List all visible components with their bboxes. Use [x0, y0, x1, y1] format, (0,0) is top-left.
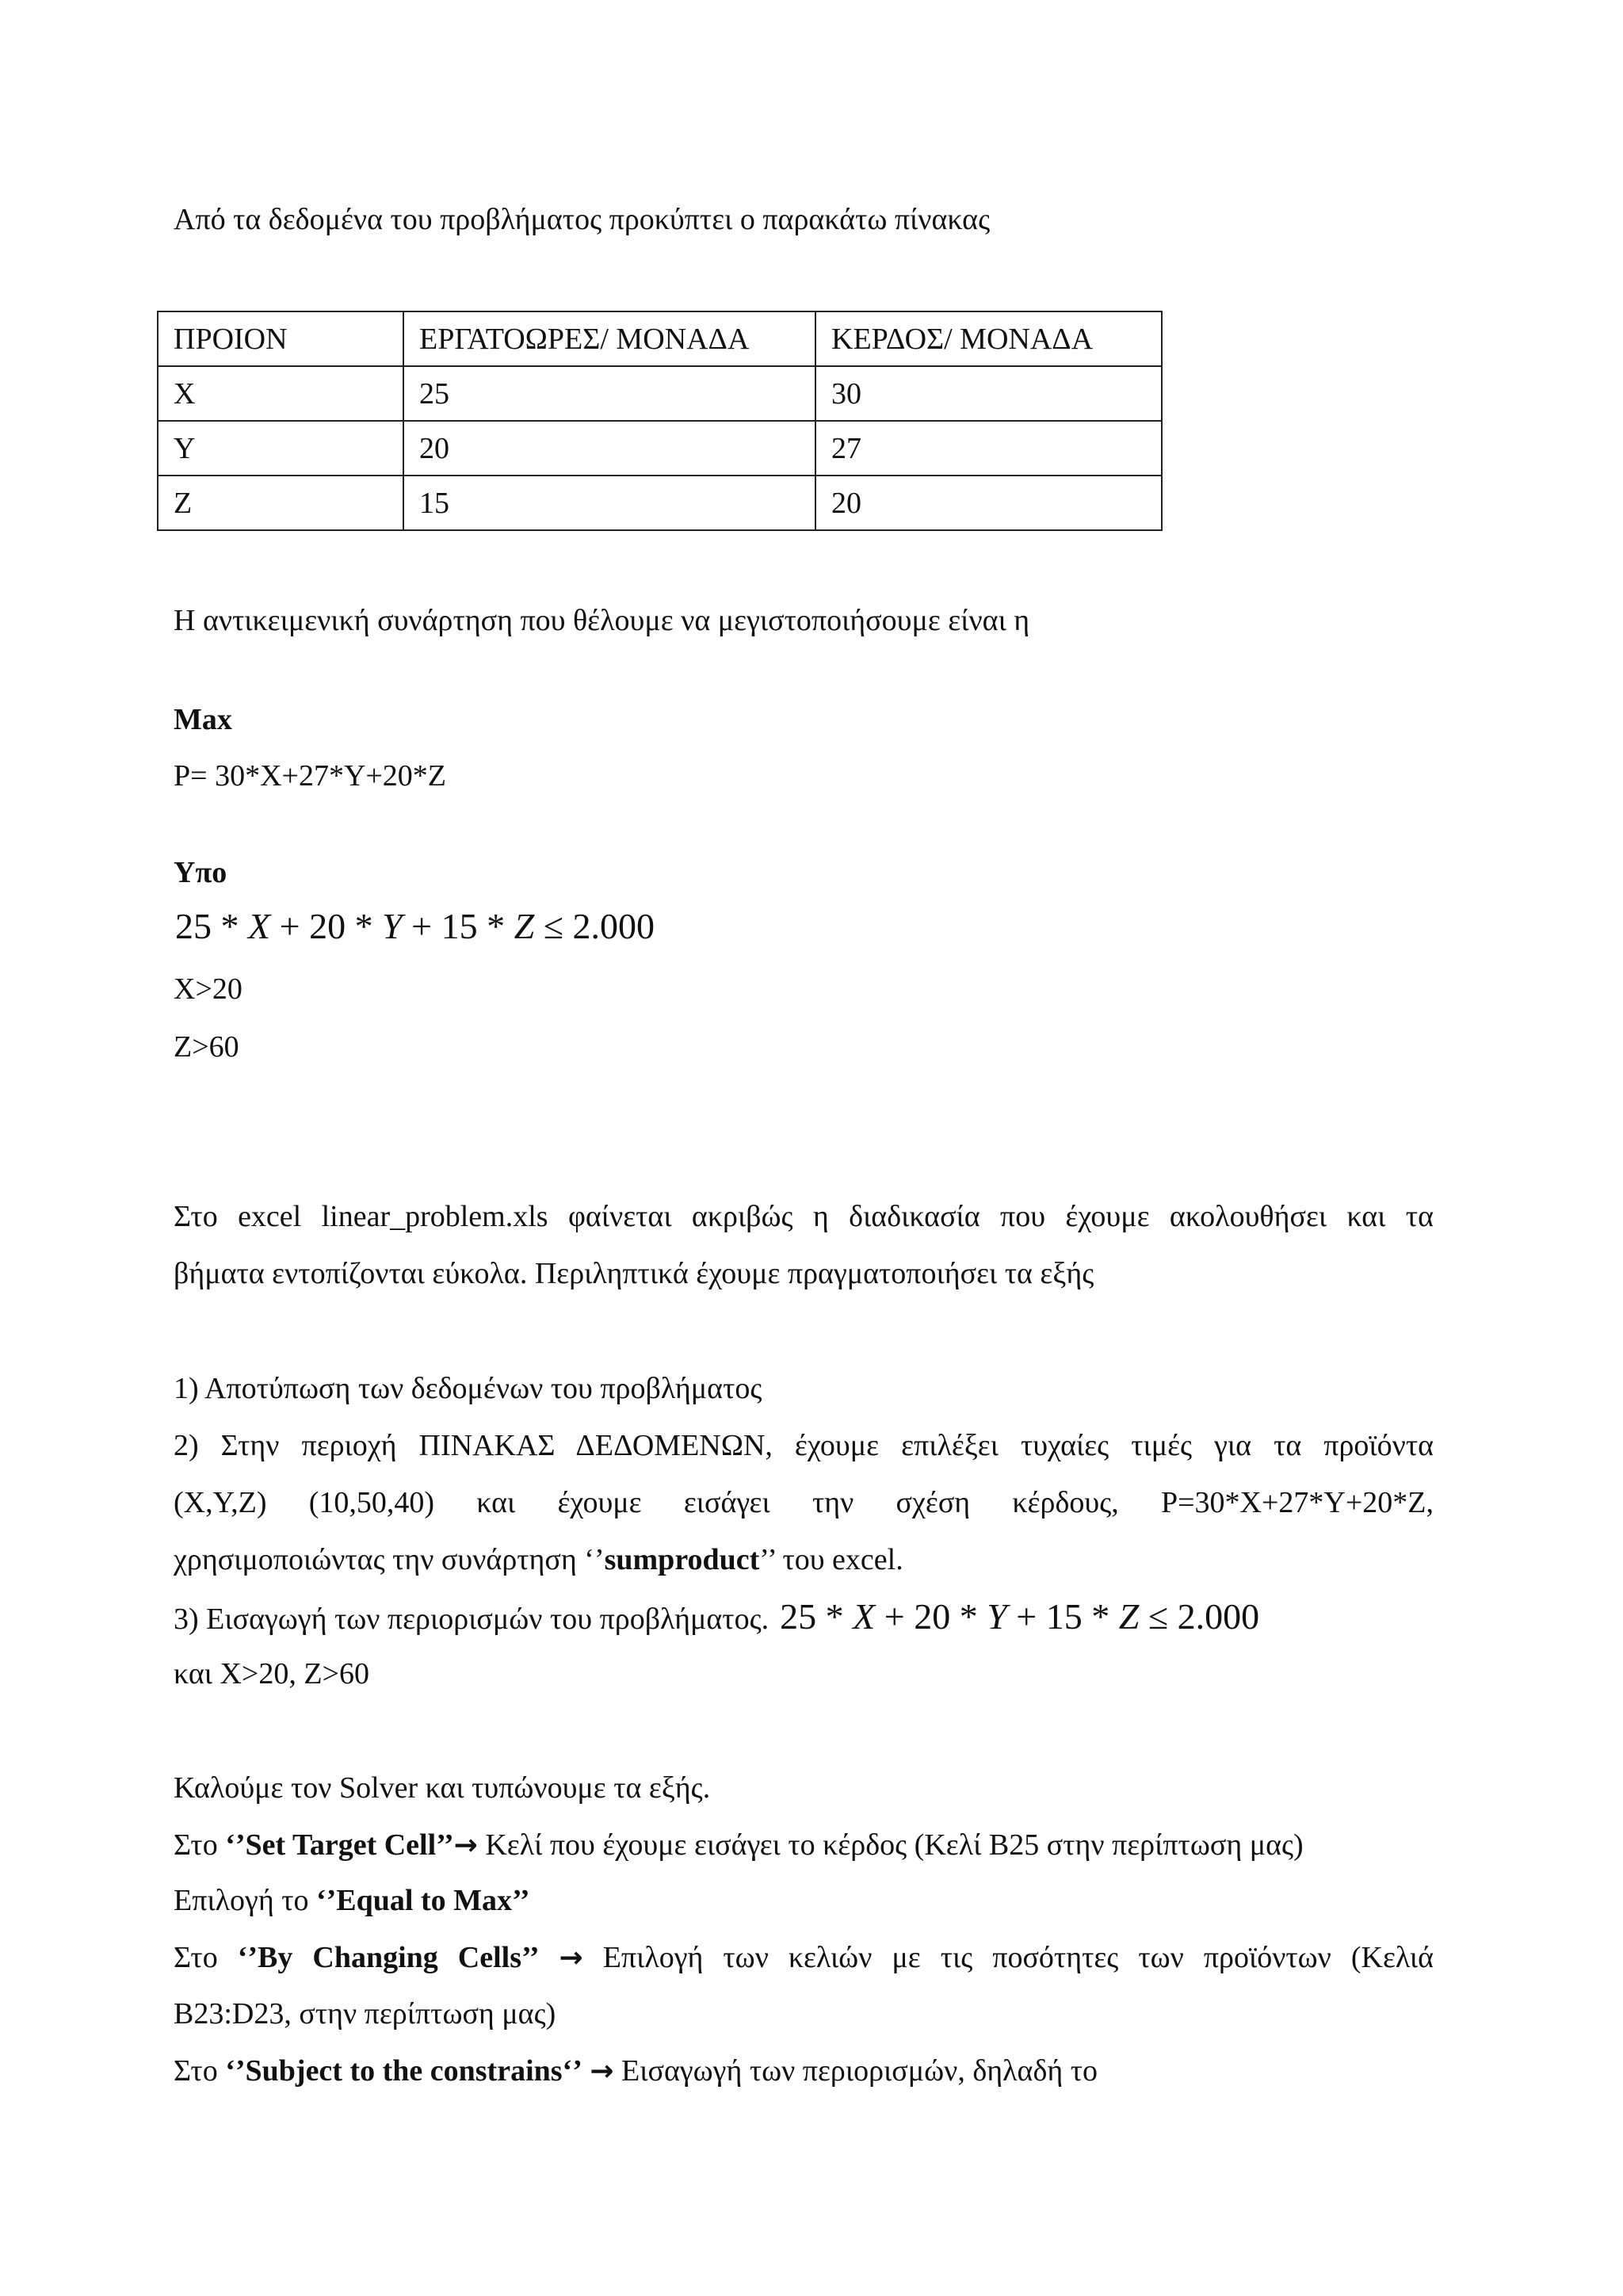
- solver-text: Στο: [174, 1941, 238, 1974]
- math-var: X: [853, 1596, 876, 1637]
- solver-line: [174, 1943, 1434, 1973]
- table-header-cell: ΕΡΓΑΤΟΩΡΕΣ/ ΜΟΝΑΔΑ: [403, 311, 815, 366]
- solver-text: Επιλογή το: [174, 1884, 316, 1917]
- table-row: [158, 366, 1162, 421]
- table-row: [158, 421, 1162, 476]
- excel-paragraph-line: Στο excel linear_problem.xls φαίνεται ακριβώς η διαδικασία που έχουμε ακολουθήσει και τα: [174, 1200, 1434, 1233]
- solver-line: [174, 1885, 529, 1916]
- solver-text: Στο: [174, 1828, 226, 1862]
- solver-option: ‘’Subject to the constrains‘’: [225, 2054, 582, 2088]
- step-2-line: [174, 1545, 903, 1575]
- table-cell: Z: [158, 476, 403, 530]
- data-table: [157, 311, 1163, 531]
- table-cell: X: [158, 366, 403, 421]
- solver-line: [174, 1830, 1304, 1860]
- solver-intro: Καλούμε τον Solver και τυπώνουμε τα εξής.: [174, 1771, 711, 1805]
- solver-option: ‘’By Changing Cells’’: [237, 1941, 540, 1974]
- step-2-text: ’’ του excel.: [759, 1543, 903, 1576]
- step-3-line: και X>20, Z>60: [174, 1657, 369, 1690]
- max-label: Max: [174, 703, 232, 736]
- objective-intro: Η αντικειμενική συνάρτηση που θέλουμε να μεγιστοποιήσουμε είναι η: [174, 604, 1030, 637]
- table-row: [158, 476, 1162, 530]
- constraint-x: X>20: [174, 972, 242, 1006]
- step-1: 1) Αποτύπωση των δεδομένων του προβλήματος: [174, 1372, 762, 1405]
- right-arrow-icon: →: [559, 1942, 583, 1974]
- math-rhs: 2.000: [572, 906, 655, 946]
- math-coef: 20: [309, 906, 346, 946]
- step-3-text: 3) Εισαγωγή των περιορισμών του προβλήματος.: [174, 1603, 769, 1636]
- objective-function: P= 30*X+27*Y+20*Z: [174, 759, 447, 793]
- math-rhs: 2.000: [1177, 1596, 1260, 1637]
- intro-text: Από τα δεδομένα του προβλήματος προκύπτει ο παρακάτω πίνακας: [174, 203, 991, 236]
- constraint-math: 25 * X + 20 * Y + 15 * Z ≤ 2.000: [175, 906, 655, 946]
- table-header-row: [158, 311, 1162, 366]
- table-cell: 20: [815, 476, 1162, 530]
- table-header-cell: ΚΕΡΔΟΣ/ ΜΟΝΑΔΑ: [815, 311, 1162, 366]
- table-cell: 25: [403, 366, 815, 421]
- math-coef: 25: [175, 906, 212, 946]
- table-cell: 15: [403, 476, 815, 530]
- table-cell: 27: [815, 421, 1162, 476]
- math-var: Z: [1118, 1596, 1140, 1637]
- math-coef: 15: [1045, 1596, 1083, 1637]
- math-var: Y: [382, 906, 403, 946]
- excel-paragraph-line: βήματα εντοπίζονται εύκολα. Περιληπτικά έχουμε πραγματοποιήσει τα εξής: [174, 1257, 1094, 1290]
- math-var: Z: [514, 906, 535, 946]
- step-2-line: 2) Στην περιοχή ΠΙΝΑΚΑΣ ΔΕΔΟΜΕΝΩΝ, έχουμε επιλέξει τυχαίες τιμές για τα προϊόντα: [174, 1429, 1434, 1462]
- step-3: [174, 1596, 1260, 1637]
- table-cell: Y: [158, 421, 403, 476]
- table-cell: 20: [403, 421, 815, 476]
- math-var: Y: [987, 1596, 1007, 1637]
- table-cell: 30: [815, 366, 1162, 421]
- solver-text: Εισαγωγή των περιορισμών, δηλαδή το: [613, 2054, 1098, 2088]
- math-coef: 25: [780, 1596, 817, 1637]
- solver-text: Κελί που έχουμε εισάγει το κέρδος (Κελί B25 στην περίπτωση μας): [477, 1828, 1304, 1862]
- constraint-math-inline: 25 * X + 20 * Y + 15 * Z ≤ 2.000: [780, 1596, 1260, 1637]
- solver-line: [174, 2056, 1098, 2086]
- solver-text: Στο: [174, 2054, 226, 2088]
- right-arrow-icon: →: [590, 2055, 614, 2088]
- math-var: X: [248, 906, 271, 946]
- solver-option: ‘’Equal to Max’’: [315, 1884, 530, 1917]
- math-coef: 15: [441, 906, 478, 946]
- step-2-text: χρησιμοποιώντας την συνάρτηση ‘’: [174, 1543, 605, 1576]
- table-header-cell: ΠΡΟΙΟΝ: [158, 311, 403, 366]
- step-2-line: (X,Y,Z) (10,50,40) και έχουμε εισάγει την σχέση κέρδους, P=30*X+27*Y+20*Z,: [174, 1486, 1434, 1519]
- function-name: sumproduct: [604, 1543, 760, 1576]
- solver-line: B23:D23, στην περίπτωση μας): [174, 1997, 556, 2030]
- math-coef: 20: [914, 1596, 951, 1637]
- solver-option: ‘’Set Target Cell’’: [225, 1828, 454, 1862]
- constraint-z: Z>60: [174, 1030, 239, 1064]
- right-arrow-icon: →: [453, 1829, 478, 1862]
- solver-text: Επιλογή των κελιών με τις ποσότητες των προϊόντων (Κελιά: [582, 1941, 1434, 1974]
- subject-label: Υπο: [174, 856, 227, 889]
